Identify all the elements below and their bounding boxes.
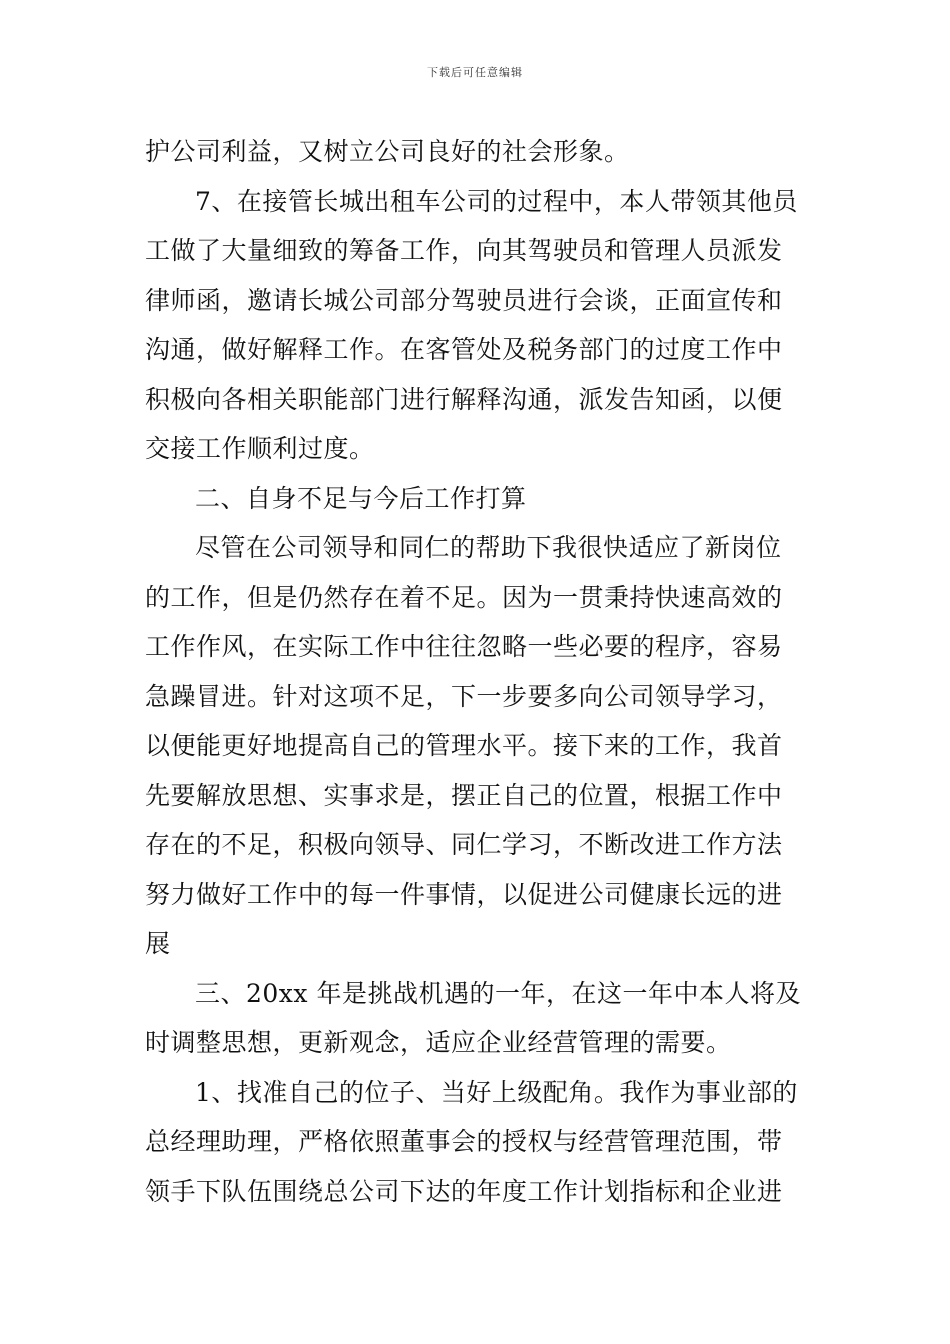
text-line: 总经理助理，严格依照董事会的授权与经营管理范围，带 [145,1127,783,1156]
text-line: 1、找准自己的位子、当好上级配角。我作为事业部的 [195,1077,798,1107]
text-line: 工做了大量细致的筹备工作，向其驾驶员和管理人员派发 [145,236,783,265]
text-line: 以便能更好地提高自己的管理水平。接下来的工作，我首 [145,731,783,760]
text-line: 尽管在公司领导和同仁的帮助下我很快适应了新岗位 [195,533,782,562]
section-heading: 三、20xx 年是挑战机遇的一年，在这一年中本人将及 [195,978,801,1008]
text-line: 展 [145,929,171,958]
text-line: 先要解放思想、实事求是，摆正自己的位置，根据工作中 [145,780,783,810]
text-line: 时调整思想，更新观念，适应企业经营管理的需要。 [145,1028,732,1057]
text-line: 的工作，但是仍然存在着不足。因为一贯秉持快速高效的 [145,582,783,612]
text-line: 积极向各相关职能部门进行解释沟通，派发告知函，以便 [145,384,783,414]
text-line: 7、在接管长城出租车公司的过程中，本人带领其他员 [195,186,798,216]
section-heading: 二、自身不足与今后工作打算 [195,483,527,513]
text-line: 沟通，做好解释工作。在客管处及税务部门的过度工作中 [145,335,783,364]
text-line: 律师函，邀请长城公司部分驾驶员进行会谈，正面宣传和 [145,285,783,315]
text-line: 交接工作顺利过度。 [145,434,375,463]
text-line: 领手下队伍围绕总公司下达的年度工作计划指标和企业进 [145,1176,783,1206]
text-line: 工作作风，在实际工作中往往忽略一些必要的程序，容易 [145,632,783,661]
text-line: 存在的不足，积极向领导、同仁学习，不断改进工作方法 [145,830,783,859]
header-note: 下载后可任意编辑 [427,66,523,79]
text-line: 急躁冒进。针对这项不足，下一步要多向公司领导学习， [145,681,783,711]
body-text [145,127,813,1216]
text-line: 护公司利益，又树立公司良好的社会形象。 [145,137,630,166]
text-line: 努力做好工作中的每一件事情，以促进公司健康长远的进 [145,879,783,909]
